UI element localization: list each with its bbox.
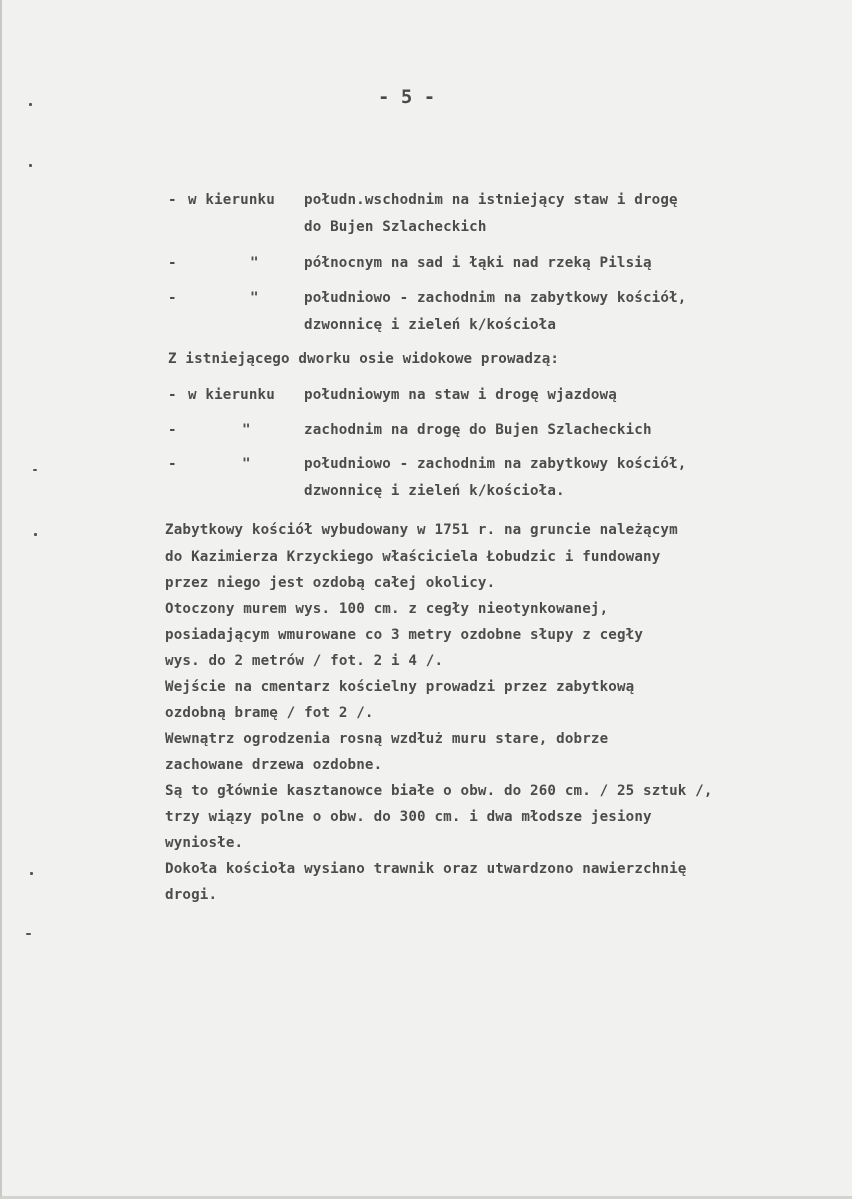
list-item-lead: w kierunku (188, 192, 275, 208)
margin-speck (26, 933, 31, 935)
list-item-text: południowo - zachodnim na zabytkowy kościół, (304, 290, 687, 306)
margin-speck (30, 872, 33, 875)
paragraph-line: Wewnątrz ogrodzenia rosną wzdłuż muru stare, dobrze (165, 731, 609, 747)
intro-line: Z istniejącego dworku osie widokowe prowadzą: (168, 351, 560, 367)
list-item-text: północnym na sad i łąki nad rzeką Pilsią (304, 255, 652, 271)
paragraph-line: wyniosłe. (165, 835, 244, 851)
dash-marker: - (168, 422, 177, 438)
ditto-mark: " (242, 422, 251, 438)
paragraph-line: ozdobną bramę / fot 2 /. (165, 705, 374, 721)
list-item-continuation: dzwonnicę i zieleń k/kościoła. (304, 483, 565, 499)
margin-speck (34, 533, 37, 536)
ditto-mark: " (250, 290, 259, 306)
list-item-text: południowo - zachodnim na zabytkowy kościół, (304, 456, 687, 472)
list-item-continuation: dzwonnicę i zieleń k/kościoła (304, 317, 557, 333)
list-item-text: połudn.wschodnim na istniejący staw i drogę (304, 192, 678, 208)
paragraph-line: zachowane drzewa ozdobne. (165, 757, 383, 773)
list-item-text: zachodnim na drogę do Bujen Szlacheckich (304, 422, 652, 438)
dash-marker: - (168, 456, 177, 472)
list-item-lead: w kierunku (188, 387, 275, 403)
dash-marker: - (168, 387, 177, 403)
margin-speck (29, 103, 32, 106)
margin-speck (29, 164, 32, 167)
dash-marker: - (168, 192, 177, 208)
paragraph-line: Są to głównie kasztanowce białe o obw. do 260 cm. / 25 sztuk /, (165, 783, 713, 799)
margin-speck (33, 469, 37, 471)
paragraph-line: drogi. (165, 887, 218, 903)
paragraph-line: Otoczony murem wys. 100 cm. z cegły nieotynkowanej, (165, 601, 609, 617)
paragraph-line: przez niego jest ozdobą całej okolicy. (165, 575, 496, 591)
paragraph-line: trzy wiązy polne o obw. do 300 cm. i dwa młodsze jesiony (165, 809, 652, 825)
paragraph-line: do Kazimierza Krzyckiego właściciela Łobudzic i fundowany (165, 549, 661, 565)
paragraph-line: Zabytkowy kościół wybudowany w 1751 r. na gruncie należącym (165, 522, 678, 538)
dash-marker: - (168, 290, 177, 306)
paragraph-line: posiadającym wmurowane co 3 metry ozdobne słupy z cegły (165, 627, 644, 643)
list-item-text: południowym na staw i drogę wjazdową (304, 387, 617, 403)
dash-marker: - (168, 255, 177, 271)
ditto-mark: " (242, 456, 251, 472)
ditto-mark: " (250, 255, 259, 271)
paragraph-line: Wejście na cmentarz kościelny prowadzi przez zabytkową (165, 679, 635, 695)
paragraph-line: wys. do 2 metrów / fot. 2 i 4 /. (165, 653, 444, 669)
paragraph-line: Dokoła kościoła wysiano trawnik oraz utwardzono nawierzchnię (165, 861, 687, 877)
page-number: - 5 - (378, 86, 436, 108)
list-item-continuation: do Bujen Szlacheckich (304, 219, 487, 235)
